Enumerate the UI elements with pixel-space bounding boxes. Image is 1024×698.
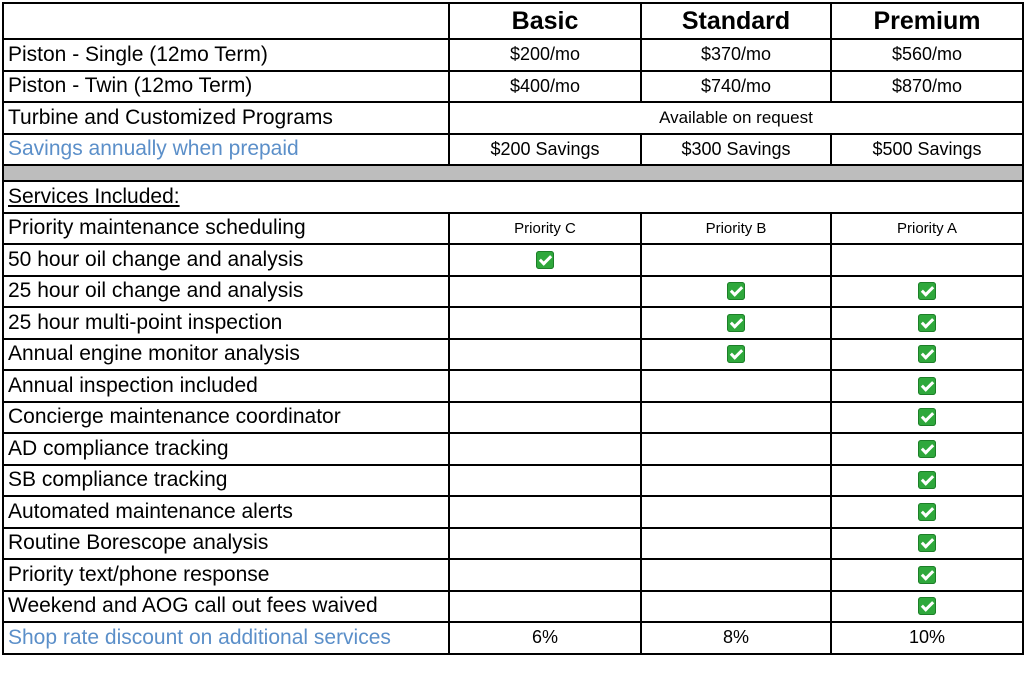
service-standard-cell bbox=[641, 559, 831, 591]
price-premium: $560/mo bbox=[831, 39, 1023, 71]
header-row bbox=[3, 3, 1023, 39]
service-row bbox=[3, 307, 1023, 339]
checkmark-icon bbox=[918, 597, 936, 615]
pricing-table-body bbox=[3, 3, 1023, 654]
checkmark-icon bbox=[918, 534, 936, 552]
checkmark-icon bbox=[918, 345, 936, 363]
service-standard-cell bbox=[641, 307, 831, 339]
service-standard-cell bbox=[641, 433, 831, 465]
service-label: Concierge maintenance coordinator bbox=[3, 402, 449, 434]
service-row bbox=[3, 465, 1023, 497]
service-standard-cell bbox=[641, 276, 831, 308]
service-premium-cell bbox=[831, 402, 1023, 434]
service-basic-cell bbox=[449, 591, 641, 623]
service-basic-cell bbox=[449, 276, 641, 308]
service-standard-cell bbox=[641, 591, 831, 623]
service-label: Routine Borescope analysis bbox=[3, 528, 449, 560]
service-standard-cell bbox=[641, 370, 831, 402]
service-row bbox=[3, 591, 1023, 623]
price-basic: $400/mo bbox=[449, 71, 641, 103]
service-label: Weekend and AOG call out fees waived bbox=[3, 591, 449, 623]
checkmark-icon bbox=[918, 503, 936, 521]
checkmark-icon bbox=[918, 314, 936, 332]
service-premium-cell bbox=[831, 307, 1023, 339]
priority-row bbox=[3, 213, 1023, 245]
tier-premium-heading: Premium bbox=[831, 3, 1023, 39]
discount-basic: 6% bbox=[449, 622, 641, 654]
service-premium-cell bbox=[831, 433, 1023, 465]
price-premium: $870/mo bbox=[831, 71, 1023, 103]
service-basic-cell bbox=[449, 370, 641, 402]
turbine-row bbox=[3, 102, 1023, 134]
row-label: Turbine and Customized Programs bbox=[3, 102, 449, 134]
service-label: Priority text/phone response bbox=[3, 559, 449, 591]
service-row bbox=[3, 339, 1023, 371]
service-basic-cell bbox=[449, 528, 641, 560]
price-basic: $200/mo bbox=[449, 39, 641, 71]
separator-row bbox=[3, 165, 1023, 181]
discount-standard: 8% bbox=[641, 622, 831, 654]
service-premium-cell bbox=[831, 465, 1023, 497]
service-label: 25 hour multi-point inspection bbox=[3, 307, 449, 339]
checkmark-icon bbox=[918, 471, 936, 489]
discount-label: Shop rate discount on additional services bbox=[3, 622, 449, 654]
savings-row bbox=[3, 134, 1023, 166]
service-premium-cell bbox=[831, 339, 1023, 371]
service-standard-cell bbox=[641, 528, 831, 560]
savings-basic: $200 Savings bbox=[449, 134, 641, 166]
checkmark-icon bbox=[918, 566, 936, 584]
checkmark-icon bbox=[727, 345, 745, 363]
services-heading-row bbox=[3, 181, 1023, 213]
price-standard: $740/mo bbox=[641, 71, 831, 103]
header-blank-cell bbox=[3, 3, 449, 39]
savings-standard: $300 Savings bbox=[641, 134, 831, 166]
pricing-row-twin bbox=[3, 71, 1023, 103]
service-label: AD compliance tracking bbox=[3, 433, 449, 465]
price-standard: $370/mo bbox=[641, 39, 831, 71]
tier-basic-heading: Basic bbox=[449, 3, 641, 39]
service-premium-cell bbox=[831, 370, 1023, 402]
row-label: Priority maintenance scheduling bbox=[3, 213, 449, 245]
service-row bbox=[3, 528, 1023, 560]
checkmark-icon bbox=[727, 282, 745, 300]
priority-basic: Priority C bbox=[449, 213, 641, 245]
savings-premium: $500 Savings bbox=[831, 134, 1023, 166]
checkmark-icon bbox=[536, 251, 554, 269]
service-row bbox=[3, 276, 1023, 308]
savings-label: Savings annually when prepaid bbox=[3, 134, 449, 166]
service-row bbox=[3, 496, 1023, 528]
checkmark-icon bbox=[918, 408, 936, 426]
priority-standard: Priority B bbox=[641, 213, 831, 245]
service-basic-cell bbox=[449, 339, 641, 371]
service-premium-cell bbox=[831, 244, 1023, 276]
service-basic-cell bbox=[449, 307, 641, 339]
services-heading bbox=[3, 181, 1023, 213]
service-premium-cell bbox=[831, 276, 1023, 308]
service-label: Annual engine monitor analysis bbox=[3, 339, 449, 371]
checkmark-icon bbox=[918, 440, 936, 458]
service-standard-cell bbox=[641, 339, 831, 371]
service-standard-cell bbox=[641, 244, 831, 276]
tier-standard-heading: Standard bbox=[641, 3, 831, 39]
service-basic-cell bbox=[449, 559, 641, 591]
service-label: Automated maintenance alerts bbox=[3, 496, 449, 528]
service-premium-cell bbox=[831, 591, 1023, 623]
service-premium-cell bbox=[831, 528, 1023, 560]
service-row bbox=[3, 402, 1023, 434]
checkmark-icon bbox=[918, 377, 936, 395]
row-label: Piston - Twin (12mo Term) bbox=[3, 71, 449, 103]
service-row bbox=[3, 433, 1023, 465]
service-label: Annual inspection included bbox=[3, 370, 449, 402]
discount-premium: 10% bbox=[831, 622, 1023, 654]
pricing-row-single bbox=[3, 39, 1023, 71]
checkmark-icon bbox=[727, 314, 745, 332]
service-label: 50 hour oil change and analysis bbox=[3, 244, 449, 276]
service-row bbox=[3, 370, 1023, 402]
service-basic-cell bbox=[449, 244, 641, 276]
priority-premium: Priority A bbox=[831, 213, 1023, 245]
service-basic-cell bbox=[449, 465, 641, 497]
service-standard-cell bbox=[641, 496, 831, 528]
service-basic-cell bbox=[449, 433, 641, 465]
services-heading-text: Services Included: bbox=[8, 184, 180, 208]
service-row bbox=[3, 559, 1023, 591]
separator-cell bbox=[3, 165, 1023, 181]
service-basic-cell bbox=[449, 402, 641, 434]
service-standard-cell bbox=[641, 465, 831, 497]
service-label: 25 hour oil change and analysis bbox=[3, 276, 449, 308]
service-standard-cell bbox=[641, 402, 831, 434]
turbine-availability-note: Available on request bbox=[449, 102, 1023, 134]
row-label: Piston - Single (12mo Term) bbox=[3, 39, 449, 71]
service-label: SB compliance tracking bbox=[3, 465, 449, 497]
service-row bbox=[3, 244, 1023, 276]
service-premium-cell bbox=[831, 559, 1023, 591]
service-premium-cell bbox=[831, 496, 1023, 528]
pricing-table bbox=[2, 2, 1024, 655]
checkmark-icon bbox=[918, 282, 936, 300]
service-basic-cell bbox=[449, 496, 641, 528]
discount-row bbox=[3, 622, 1023, 654]
